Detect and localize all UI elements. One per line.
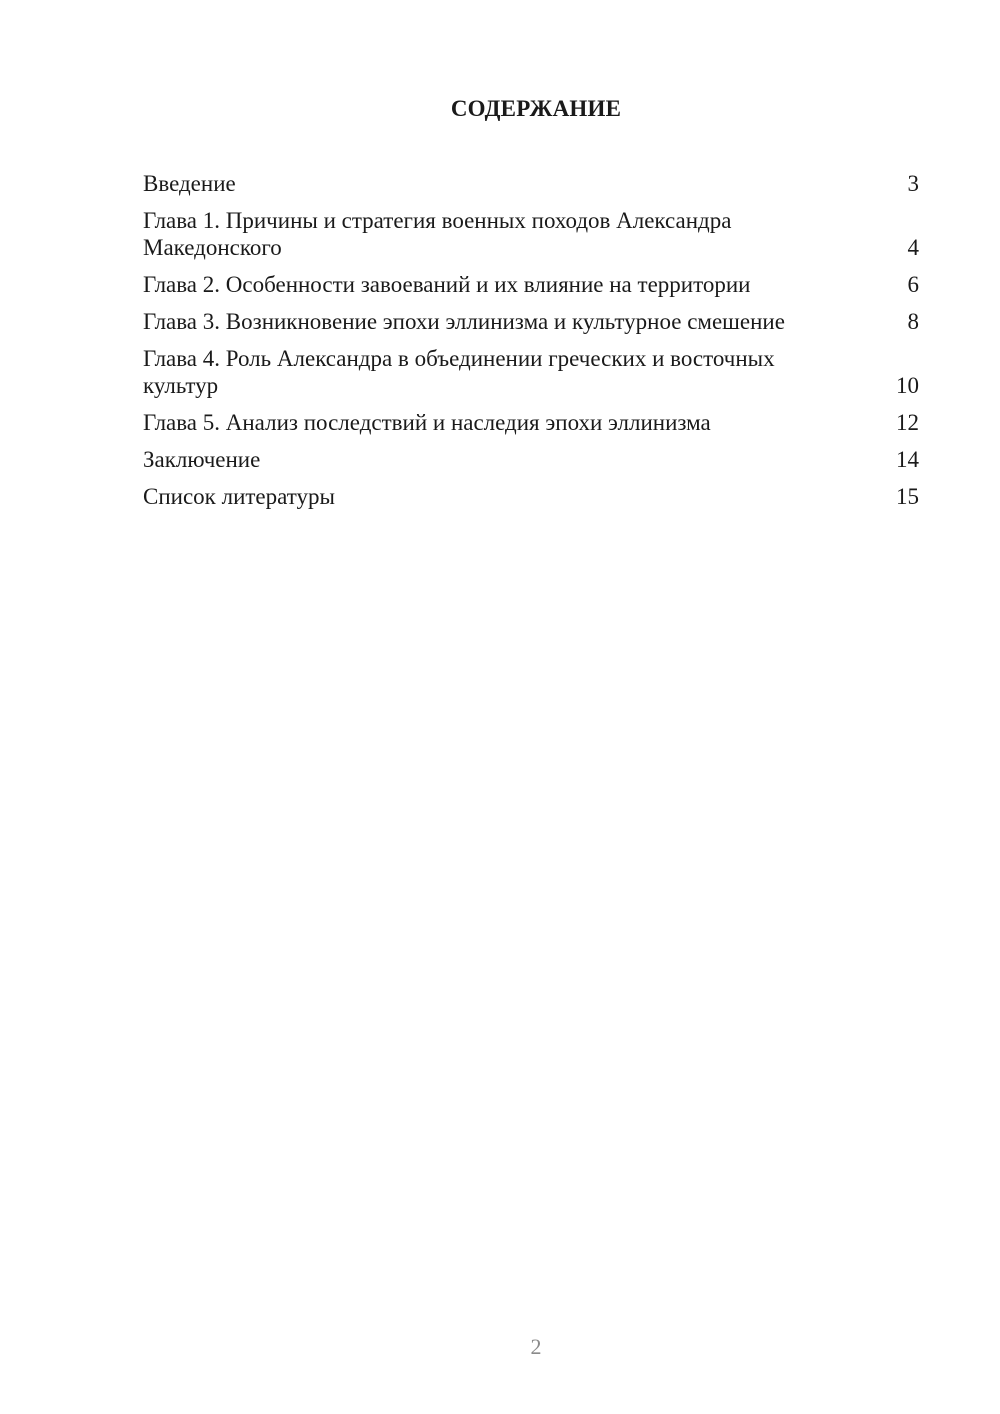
toc-entry-conclusion	[143, 446, 919, 473]
toc-entry-text: Список литературы	[143, 484, 335, 509]
toc-entry-page: 10	[896, 373, 919, 398]
toc-entry-page: 15	[896, 484, 919, 509]
toc-entry-text: Глава 5. Анализ последствий и наследия эпохи эллинизма	[143, 410, 711, 435]
toc-entry-text: Заключение	[143, 447, 261, 472]
toc-entry-chapter-4	[143, 345, 919, 399]
toc-entry-page: 14	[896, 447, 919, 472]
toc-entry-page: 12	[896, 410, 919, 435]
toc-entry-text: Глава 1. Причины и стратегия военных походов Александра Македонского	[143, 208, 732, 260]
toc-entry-page: 4	[907, 235, 919, 260]
toc-entry-chapter-3	[143, 308, 919, 335]
toc-entry-chapter-5	[143, 409, 919, 436]
toc-entry-chapter-2	[143, 271, 919, 298]
toc-entry-text: Глава 4. Роль Александра в объединении греческих и восточных культур	[143, 346, 775, 398]
toc-entry-bibliography	[143, 483, 919, 510]
toc-entry-text: Введение	[143, 171, 236, 196]
table-of-contents	[143, 170, 919, 520]
page-number: 2	[530, 1334, 542, 1359]
toc-heading: СОДЕРЖАНИЕ	[450, 96, 622, 121]
toc-entry-page: 3	[907, 171, 919, 196]
toc-entry-chapter-1	[143, 207, 919, 261]
toc-entry-text: Глава 3. Возникновение эпохи эллинизма и культурное смешение	[143, 309, 785, 334]
toc-entry-text: Глава 2. Особенности завоеваний и их влияние на территории	[143, 272, 751, 297]
toc-entry-page: 8	[907, 309, 919, 334]
toc-entry-introduction	[143, 170, 919, 197]
toc-entry-page: 6	[907, 272, 919, 297]
